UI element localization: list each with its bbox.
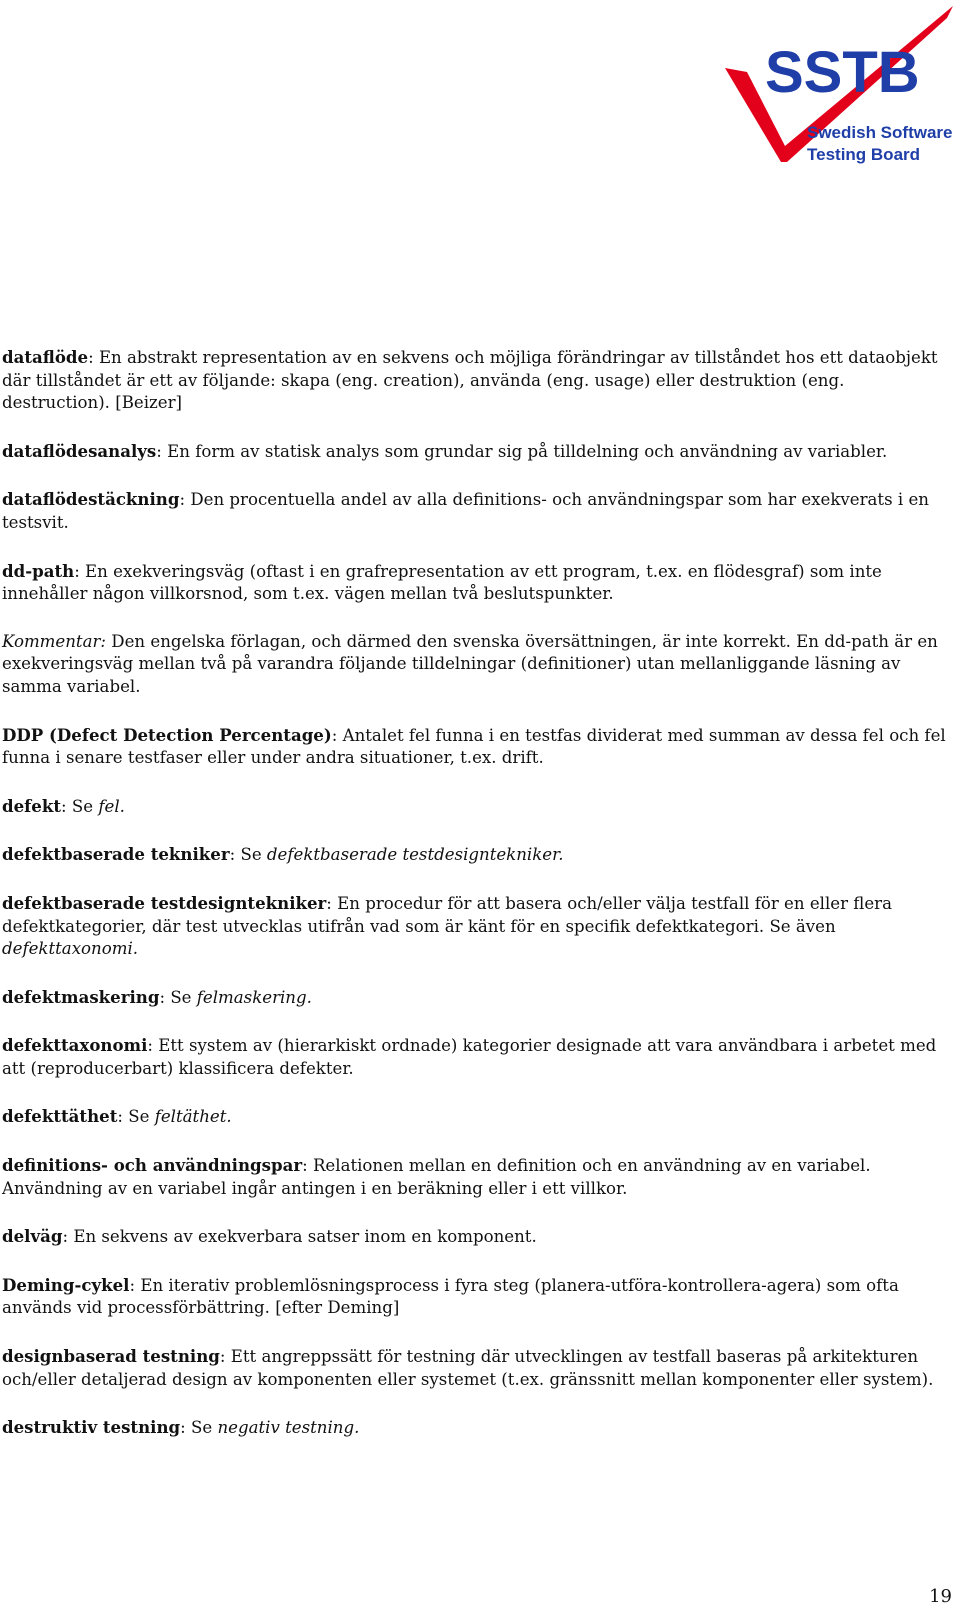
page-number: 19 (929, 1586, 952, 1607)
entry-reference: fel. (98, 796, 125, 816)
glossary-content (2, 346, 955, 1465)
entry-reference: felmaskering. (196, 987, 312, 1007)
entry-term: defektbaserade tekniker (2, 844, 230, 865)
entry-text: : En exekveringsväg (oftast i en grafrepresentation av ett program, t.ex. en flödesgraf) som inte innehåller någon villkorsnod, som t.ex. vägen mellan två beslutspunkter. (2, 561, 882, 604)
entry-term: dd-path (2, 560, 75, 581)
entry-text: : En sekvens av exekverbara satser inom en komponent. (62, 1227, 537, 1247)
entry-term: dataflöde (2, 347, 89, 367)
sstb-logo-graphic (725, 6, 957, 171)
logo-name: SSTB (765, 40, 920, 105)
logo-line2: Testing Board (807, 145, 921, 164)
entry-text: : Relationen mellan en definition och en användning av en variabel. Användning av en variabel ingår antingen i en beräkning eller i ett villkor. (2, 1156, 871, 1198)
entry-text: : Ett system av (hierarkiskt ordnade) kategorier designade att vara användbara i arbetet med att (reproducerbart) klassificera defekter. (2, 1036, 937, 1078)
glossary-entry (2, 346, 955, 415)
glossary-entry (2, 1416, 955, 1440)
glossary-entry (2, 1225, 955, 1249)
glossary-entry (2, 1154, 955, 1200)
glossary-entry (2, 1034, 955, 1080)
entry-term: dataflödesanalys (2, 440, 157, 461)
glossary-entry (2, 1274, 955, 1320)
entry-text: : Se (61, 796, 99, 816)
entry-reference: defektbaserade testdesigntekniker. (266, 845, 564, 865)
entry-text: : Se (180, 1418, 218, 1438)
entry-term: definitions- och användningspar (2, 1155, 303, 1176)
entry-text: : Se (117, 1107, 155, 1127)
entry-text: Den engelska förlagan, och därmed den svenska översättningen, är inte korrekt. En dd-path är en exekveringsväg mellan två på varandra följande tilldelningar (definitioner) utan mellanliggande läsning av samma variabel. (2, 631, 938, 696)
glossary-entry (2, 892, 955, 961)
entry-text: : En form av statisk analys som grundar sig på tilldelning och användning av variabler. (156, 441, 888, 461)
glossary-entry (2, 560, 955, 606)
sstb-logo (725, 6, 957, 171)
entry-term: defekt (2, 795, 62, 816)
comment-label: Kommentar: (2, 631, 107, 651)
glossary-entry (2, 724, 955, 770)
glossary-entry (2, 986, 955, 1010)
entry-term: DDP (Defect Detection Percentage) (2, 724, 332, 745)
entry-text: : Ett angreppssätt för testning där utvecklingen av testfall baseras på arkitekturen och/eller detaljerad design av komponenten eller systemet (t.ex. gränssnitt mellan komponenter eller system). (2, 1347, 934, 1389)
entry-term: defektbaserade testdesigntekniker (2, 892, 327, 913)
entry-term: dataflödestäckning (2, 489, 180, 510)
glossary-entry (2, 795, 955, 819)
entry-term: designbaserad testning (2, 1346, 220, 1367)
entry-term: defekttäthet (2, 1106, 118, 1127)
entry-reference: defekttaxonomi. (2, 939, 139, 959)
entry-reference: feltäthet. (154, 1107, 232, 1127)
logo-line1: Swedish Software (807, 123, 953, 142)
entry-term: defektmaskering (2, 986, 160, 1007)
entry-text: : Se (159, 987, 197, 1007)
glossary-entry (2, 440, 955, 464)
entry-reference: negativ testning. (217, 1418, 360, 1438)
entry-text: : Se (229, 845, 267, 865)
entry-text: : Den procentuella andel av alla definitions- och användningspar som har exekverats i en testsvit. (2, 490, 929, 532)
glossary-entry (2, 488, 955, 534)
entry-term: defekttaxonomi (2, 1035, 148, 1056)
entry-term: delväg (2, 1226, 63, 1247)
entry-text: : En procedur för att basera och/eller välja testfall för en eller flera defektkategorier, där test utvecklas utifrån vad som är känt för en specifik defektkategori. Se även (2, 893, 893, 936)
entry-text: : Antalet fel funna i en testfas dividerat med summan av dessa fel och fel funna i senare testfaser eller under andra situationer, t.ex. drift. (2, 725, 946, 768)
glossary-entry (2, 1345, 955, 1391)
glossary-comment (2, 631, 955, 699)
entry-text: : En abstrakt representation av en sekvens och möjliga förändringar av tillståndet hos ett dataobjekt där tillståndet är ett av följande: skapa (eng. creation), använda (eng. usage) eller destruktion (eng. destruction). [Beizer] (2, 348, 938, 413)
glossary-entry (2, 1105, 955, 1129)
entry-term: destruktiv testning (2, 1417, 181, 1438)
entry-term: Deming-cykel (2, 1274, 130, 1295)
glossary-entry (2, 843, 955, 867)
entry-text: : En iterativ problemlösningsprocess i fyra steg (planera-utföra-kontrollera-agera) som ofta används vid processförbättring. [efter Deming] (2, 1275, 899, 1318)
